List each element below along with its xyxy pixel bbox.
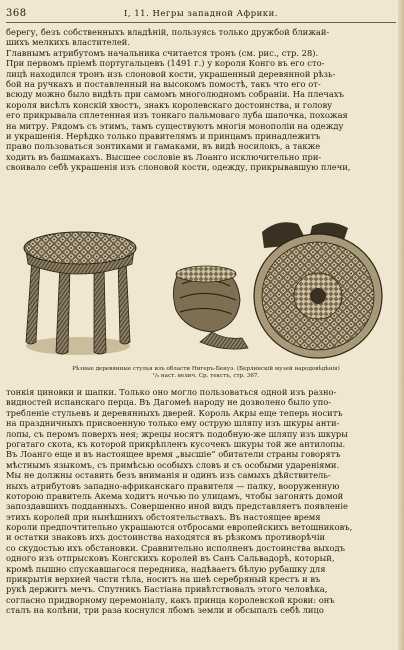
caption-subtitle: ¹/₆ наст. велич. Ср. текстъ, стр. 367.: [152, 372, 260, 379]
page-number: 368: [6, 8, 27, 19]
text-line: ходить въ башмакахъ. Высшее сословіе въ Лоанго исключительно при-: [6, 151, 322, 162]
text-line: ныхъ атрибутовъ западно-африканскаго правителя — палку, вооруженную: [6, 480, 340, 491]
text-line: запоздавшихъ подданныхъ. Совершенно иной видъ представляетъ появленіе: [6, 501, 348, 512]
carved-stools-illustration: [16, 214, 386, 364]
text-line: на праздничныхъ присвоенную только ему острую шляпу изъ шкуры анти-: [6, 418, 340, 429]
text-line: всюду можно было видѣть при самомъ многолюдномъ собраніи. На плечахъ: [6, 89, 344, 100]
text-line: сталъ на колѣни, три раза коснулся лбомъ земли и обсыпалъ себѣ лицо: [6, 605, 324, 616]
text-line: лицѣ находился тронъ изъ слоновой кости, украшенный деревянной рѣзь-: [6, 68, 336, 79]
text-line: одного изъ отпрысковъ Конгскихъ королей въ Санъ Сальвадорѣ, который,: [6, 553, 335, 564]
text-line: и украшенія. Нерѣдко только правителямъ и принцамъ принадлежитъ: [6, 130, 321, 141]
body-text-top: [6, 27, 394, 172]
text-line: рукѣ держитъ мечъ. Спутникъ Бастіана привѣтствовалъ этого человѣка,: [6, 584, 328, 595]
text-line: короля висѣлъ конскій хвостъ, знакъ королевскаго достоинства, и голову: [6, 99, 333, 110]
text-line: кромѣ пышно спускавшагося передника, надѣваетъ бѣлую рубашку для: [6, 563, 326, 574]
text-line: шихъ мелкихъ властителей.: [6, 37, 130, 48]
text-line: его прикрывала сплетенная изъ тонкаго пальмоваго луба шапочка, похожая: [6, 110, 348, 121]
text-line: Главнымъ атрибутомъ начальника считается тронъ (см. рис., стр. 28).: [6, 47, 319, 58]
figure-caption: [26, 366, 386, 380]
text-line: короли предпочтительно украшаются отбросами европейскихъ ветошниковъ,: [6, 522, 353, 533]
text-line: рогатаго скота, къ которой прикрѣпленъ кусочекъ шкуры той же антилопы.: [6, 438, 346, 449]
body-text-bottom: [6, 387, 394, 616]
text-line: бой на ручкахъ и поставленный на высокомъ помостѣ, такъ что его от-: [6, 78, 321, 89]
text-line: на митру. Рядомъ съ этимъ, тамъ существуютъ многія монополіи на одежду: [6, 120, 344, 131]
text-line: и остатки знаковъ ихъ достоинства находятся въ рѣзкомъ противорѣчіи: [6, 532, 326, 543]
text-line: При первомъ пріемѣ португальцевъ (1491 г.) у короля Конго въ его сто-: [6, 58, 325, 69]
text-line: которою правитель Акема ходитъ ночью по улицамъ, чтобы загонять домой: [6, 490, 344, 501]
left-stool: [24, 232, 136, 355]
text-line: этихъ королей при нынѣшнихъ обстоятельствахъ. Въ настоящее время: [6, 511, 321, 522]
text-line: Въ Лоанго еще и въ настоящее время „высшіе“ обитатели страны говорятъ: [6, 449, 341, 460]
header-rule: [6, 22, 396, 23]
text-line: согласно придворному церемоніалу, какъ принца королевской крови: онъ: [6, 594, 335, 605]
text-line: право пользоваться зонтиками и гамаками, въ видѣ носилокъ, а также: [6, 141, 321, 152]
text-line: прикрытія верхней части тѣла, носитъ на шеѣ серебряный крестъ и въ: [6, 574, 321, 585]
text-line: видностей испанскаго перца. Въ Дагомеѣ народу не дозволено было упо-: [6, 397, 332, 408]
text-line: требленіе стульевъ и деревянныхъ дверей. Король Акры еще теперь носитъ: [6, 407, 343, 418]
text-line: берегу, безъ собственныхъ владѣній, пользуясь только дружбой ближай-: [6, 27, 330, 37]
text-line: лопы, съ перомъ поверхъ нея; жрецы носятъ подобную-же шляпу изъ шкуры: [6, 428, 348, 439]
text-line: тонкія циновки и шапки. Только оно могло пользоваться одной изъ разно-: [6, 387, 337, 397]
text-line: мѣстнымъ языкомъ, съ примѣсью особыхъ словъ и съ особыми удареніями.: [6, 459, 340, 470]
right-stool-seat: [254, 222, 382, 358]
text-line: Мы не должны оставить безъ вниманія и одинъ изъ самыхъ дѣйствитель-: [6, 470, 331, 481]
running-title: I, 11. Негры западной Африки.: [124, 9, 278, 19]
text-line: со скудостью ихъ обстановки. Сравнительно исполненъ достоинства выходъ: [6, 542, 345, 553]
page-edge: [398, 0, 404, 650]
text-line: своивало себѣ украшенія изъ слоновой кости, одежду, прикрывавшую плечи,: [6, 162, 351, 173]
caption-title: Рѣзные деревянные стулья изъ области Нигеръ-Бенуэ. (Берлинскій музей народовѣдѣнія): [72, 366, 340, 372]
middle-stool: [173, 266, 248, 349]
page-header: [6, 7, 396, 21]
